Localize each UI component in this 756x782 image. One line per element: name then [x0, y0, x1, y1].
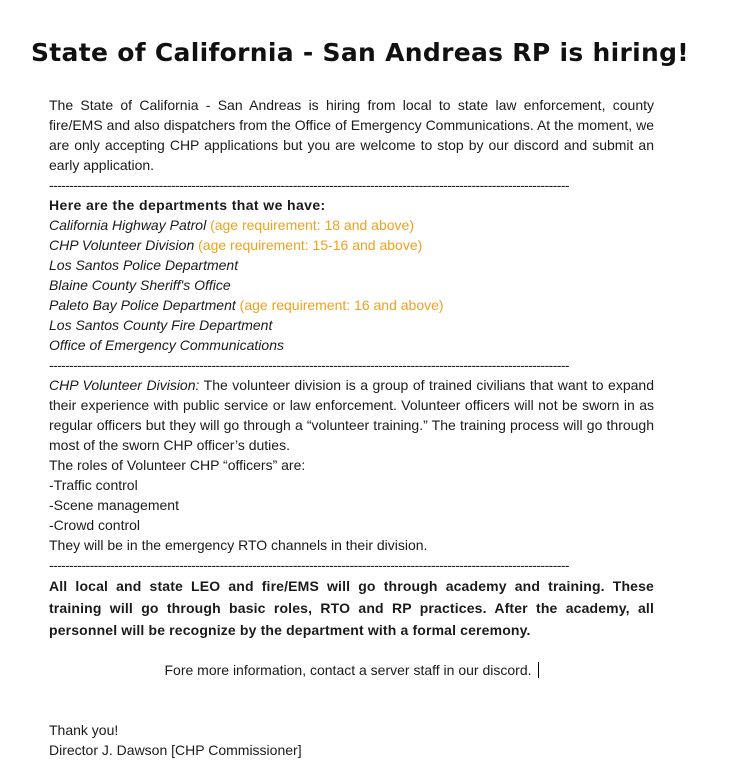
- signature-line: Director J. Dawson [CHP Commissioner]: [49, 742, 302, 758]
- text-cursor: [538, 662, 539, 678]
- department-name: Los Santos County Fire Department: [49, 317, 273, 333]
- volunteer-paragraph: [49, 375, 654, 455]
- departments-section: [49, 195, 654, 355]
- document-title: State of California - San Andreas RP is hiring!: [31, 38, 689, 67]
- volunteer-text: The volunteer division is a group of trained civilians that want to expand their experience with public service or law enforcement. Volunteer officers will not be sworn in as regular officers but they will go through a “volunteer training.” The training process will go through most of the sworn CHP officer’s duties.: [49, 377, 654, 453]
- age-requirement: (age requirement: 15-16 and above): [194, 237, 423, 253]
- volunteer-section: [49, 375, 654, 555]
- separator-line: --------------------------------------------------------------------------------------------------------------------------------: [49, 177, 569, 193]
- thanks-line: Thank you!: [49, 722, 119, 738]
- roles-heading: The roles of Volunteer CHP “officers” are:: [49, 457, 306, 473]
- intro-paragraph: The State of California - San Andreas is hiring from local to state law enforcement, county fire/EMS and also dispatchers from the Office of Emergency Communications. At the moment, we are only accepting CHP applications but you are welcome to stop by our discord and submit an early application.: [49, 97, 654, 173]
- department-name: Paleto Bay Police Department: [49, 297, 236, 313]
- list-item: -Scene management: [49, 497, 179, 513]
- department-name: Los Santos Police Department: [49, 257, 239, 273]
- list-item: [49, 235, 654, 255]
- list-item: [49, 335, 654, 355]
- list-item: -Crowd control: [49, 517, 141, 533]
- separator-line: --------------------------------------------------------------------------------------------------------------------------------: [49, 557, 569, 573]
- age-requirement: (age requirement: 18 and above): [206, 217, 414, 233]
- list-item: [49, 215, 654, 235]
- document-body: [49, 95, 654, 760]
- academy-paragraph: All local and state LEO and fire/EMS will go through academy and training. These training will go through basic roles, RTO and RP practices. After the academy, all personnel will be recognize by the department with a formal ceremony.: [49, 578, 654, 638]
- list-item: [49, 255, 654, 275]
- list-item: -Traffic control: [49, 477, 138, 493]
- department-name: Blaine County Sheriff's Office: [49, 277, 231, 293]
- department-name: California Highway Patrol: [49, 217, 207, 233]
- list-item: [49, 275, 654, 295]
- separator-line: --------------------------------------------------------------------------------------------------------------------------------: [49, 357, 569, 373]
- department-name: Office of Emergency Communications: [49, 337, 284, 353]
- contact-text: Fore more information, contact a server staff in our discord.: [164, 662, 532, 678]
- volunteer-label: CHP Volunteer Division:: [49, 377, 200, 393]
- contact-line: [49, 660, 654, 680]
- age-requirement: (age requirement: 16 and above): [235, 297, 444, 313]
- rto-note: They will be in the emergency RTO channels in their division.: [49, 537, 428, 553]
- list-item: [49, 315, 654, 335]
- list-item: [49, 295, 654, 315]
- department-name: CHP Volunteer Division: [49, 237, 195, 253]
- departments-heading: Here are the departments that we have:: [49, 197, 326, 213]
